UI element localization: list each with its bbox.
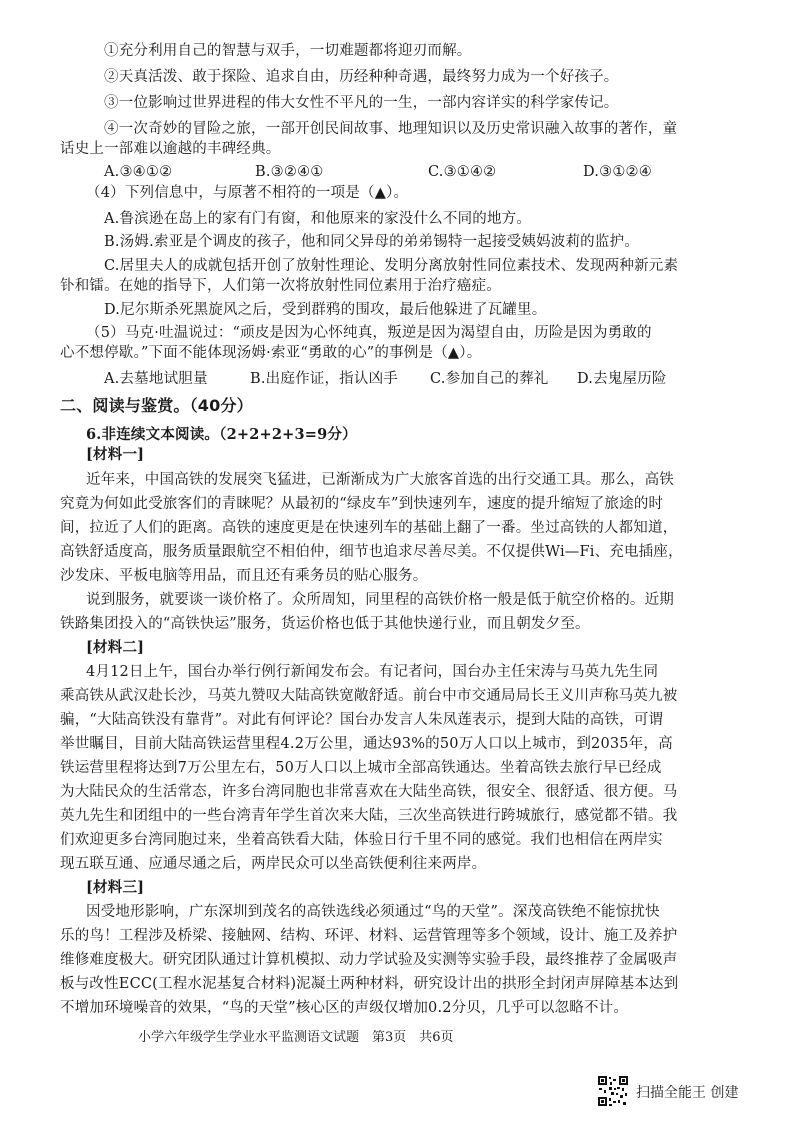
q5-choice-b: B.③②④①	[255, 164, 324, 180]
material-1-line: 近年来，中国高铁的发展突飞猛进，已渐渐成为广大旅客首选的出行交通工具。那么，高铁	[86, 472, 674, 488]
q5-stem: （5）马克·吐温说过：“顽皮是因为心怀纯真，叛逆是因为渴望自由，历险是因为勇敢的	[86, 325, 652, 341]
material-3-line: 板与改性ECC(工程水泥基复合材料)泥凝土两种材料，研究设计出的拱形全封闭声屏障基本达到	[60, 976, 679, 992]
material-1-line: 铁路集团投入的“高铁快运”服务，货运价格也低于其他快递行业，而且朝发夕至。	[60, 616, 590, 632]
q6-title: 6.非连续文本阅读。（2+2+2+3=9分）	[86, 426, 357, 443]
page-footer: 小学六年级学生学业水平监测语文试题 第3页 共6页	[138, 1030, 454, 1045]
q5-option-2: ②天真活泼、敢于探险、追求自由，历经种种奇遇，最终努力成为一个好孩子。	[104, 69, 619, 85]
scanner-watermark: 扫描全能王 创建	[636, 1085, 739, 1101]
section-2-title: 二、阅读与鉴赏。（40分）	[60, 396, 253, 415]
material-2-line: 乘高铁从武汉赴长沙，马英九赞叹大陆高铁宽敞舒适。前台中市交通局局长王义川声称马英九被	[60, 688, 678, 704]
material-1-line: 间，拉近了人们的距离。高铁的速度更是在快速列车的基础上翻了一番。坐过高铁的人都知道，	[60, 520, 678, 536]
q4-option-b: B.汤姆.索亚是个调皮的孩子，他和同父异母的弟弟锡特一起接受姨妈波莉的监护。	[104, 234, 639, 250]
material-2-line: 4月12日上午，国台办举行例行新闻发布会。有记者问，国台办主任宋涛与马英九先生同	[86, 664, 659, 680]
material-2-line: 举世瞩目，目前大陆高铁运营里程4.2万公里，通达93%的50万人口以上城市，到2035年，高	[60, 736, 673, 752]
q4-option-c-cont: 钋和镭。在她的指导下，人们第一次将放射性同位素用于治疗癌症。	[60, 278, 501, 294]
material-1-line: 高铁舒适度高，服务质量跟航空不相伯仲，细节也追求尽善尽美。不仅提供Wi—Fi、充电插座，	[60, 544, 683, 560]
material-2-line: 现五联互通、应通尽通之后，两岸民众可以坐高铁便利往来两岸。	[60, 856, 487, 872]
material-2-line: 铁运营里程将达到7万公里左右，50万人口以上城市全部高铁通达。坐着高铁去旅行早已经成	[60, 760, 662, 776]
material-2-line: 骗，“大陆高铁没有靠背”。对此有何评论？国台办发言人朱凤莲表示，提到大陆的高铁，可谓	[60, 712, 664, 728]
material-1-line: 沙发床、平板电脑等用品，而且还有乘务员的贴心服务。	[60, 568, 428, 584]
material-1-line: 说到服务，就要谈一谈价格了。众所周知，同里程的高铁价格一般是低于航空价格的。近期	[86, 592, 674, 608]
q4-stem: （4）下列信息中，与原著不相符的一项是（▲）。	[86, 185, 409, 201]
material-2-line: 们欢迎更多台湾同胞过来，坐着高铁看大陆，体验日行千里不同的感觉。我们也相信在两岸实	[60, 832, 663, 848]
material-3-line: 维修难度极大。研究团队通过计算机模拟、动力学试验及实测等实验手段，最终推荐了金属吸声	[60, 952, 678, 968]
q5q-choice-b: B.出庭作证，指认凶手	[250, 371, 398, 387]
q5q-choice-a: A.去墓地试胆量	[104, 371, 208, 387]
q5q-choice-d: D.去鬼屋历险	[577, 371, 667, 387]
q5-option-4: ④一次奇妙的冒险之旅，一部开创民间故事、地理知识以及历史常识融入故事的著作，童	[104, 121, 678, 137]
material-2-label: [材料二]	[86, 639, 145, 656]
material-3-line: 乐的鸟！工程涉及桥梁、接触网、结构、环评、材料、运营管理等多个领域，设计、施工及养护	[60, 928, 678, 944]
material-1-label: [材料一]	[86, 446, 145, 463]
material-3-line: 不增加环境噪音的效果，“鸟的天堂”核心区的声级仅增加0.2分贝，几乎可以忽略不计。	[60, 1000, 629, 1016]
q5-stem-cont: 心不想停歇。”下面不能体现汤姆·索亚“勇敢的心”的事例是（▲）。	[60, 345, 482, 361]
material-2-line: 英九先生和团组中的一些台湾青年学生首次来大陆，三次坐高铁进行跨城旅行，感觉都不错。我	[60, 808, 678, 824]
q4-option-c: C.居里夫人的成就包括开创了放射性理论、发明分离放射性同位素技术、发现两种新元素	[104, 258, 679, 274]
q4-option-d: D.尼尔斯杀死黑旋风之后，受到群鸦的围攻，最后他躲进了瓦罐里。	[104, 302, 547, 318]
q5-option-4-cont: 话史上一部难以逾越的丰碑经典。	[60, 141, 281, 157]
qr-code-icon	[597, 1075, 629, 1107]
q5-option-1: ①充分利用自己的智慧与双手，一切难题都将迎刃而解。	[104, 43, 472, 59]
q5-option-3: ③一位影响过世界进程的伟大女性不平凡的一生，一部内容详实的科学家传记。	[104, 95, 619, 111]
material-1-line: 究竟为何如此受旅客们的青睐呢？从最初的“绿皮车”到快速列车，速度的提升缩短了旅途的时	[60, 496, 664, 512]
material-2-line: 为大陆民众的生活常态，许多台湾同胞也非常喜欢在大陆坐高铁，很安全、很舒适、很方便。马	[60, 784, 678, 800]
q5-choice-c: C.③①④②	[428, 164, 497, 180]
material-3-label: [材料三]	[86, 879, 145, 896]
q4-option-a: A.鲁滨逊在岛上的家有门有窗，和他原来的家没什么不同的地方。	[104, 211, 532, 227]
q5-choice-d: D.③①②④	[583, 164, 652, 180]
q5-choice-a: A.③④①②	[104, 164, 173, 180]
material-3-line: 因受地形影响，广东深圳到茂名的高铁选线必须通过“鸟的天堂”。深茂高铁绝不能惊扰快	[86, 904, 660, 920]
q5q-choice-c: C.参加自己的葬礼	[430, 371, 549, 387]
